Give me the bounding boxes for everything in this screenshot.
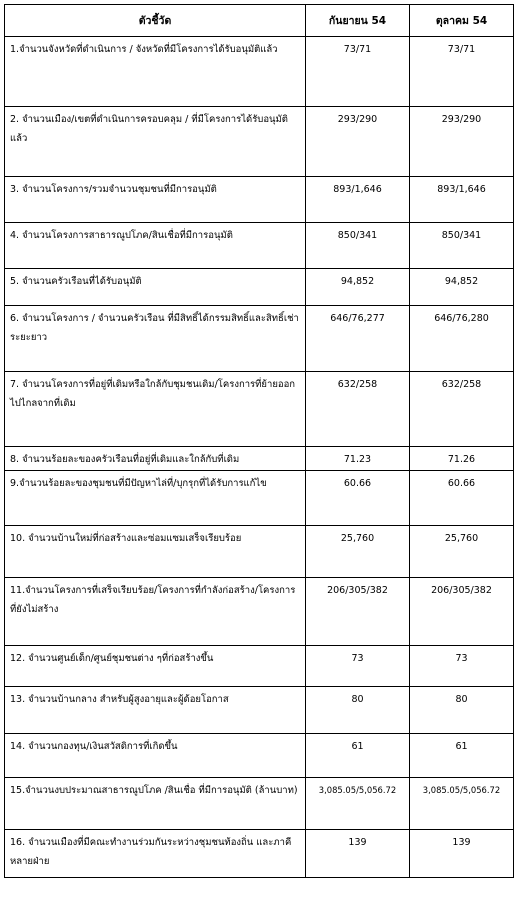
october-value: 646/76,280 (410, 306, 514, 372)
indicator-cell: 10. จำนวนบ้านใหม่ที่ก่อสร้างและซ่อมแซมเสร็จเรียบร้อย (5, 526, 306, 578)
header-september: กันยายน 54 (306, 5, 410, 37)
september-value: 61 (306, 734, 410, 778)
september-value: 94,852 (306, 269, 410, 306)
october-value: 206/305/382 (410, 578, 514, 646)
september-value: 25,760 (306, 526, 410, 578)
indicator-cell: 5. จำนวนครัวเรือนที่ได้รับอนุมัติ (5, 269, 306, 306)
header-october: ตุลาคม 54 (410, 5, 514, 37)
indicator-cell: 8. จำนวนร้อยละของครัวเรือนที่อยู่ที่เดิมและใกล้กับที่เดิม (5, 447, 306, 471)
october-value: 71.26 (410, 447, 514, 471)
october-value: 73 (410, 646, 514, 687)
october-value: 632/258 (410, 372, 514, 447)
table-row (5, 107, 514, 177)
table-row (5, 778, 514, 830)
october-value: 60.66 (410, 471, 514, 526)
october-value: 73/71 (410, 37, 514, 107)
october-value: 3,085.05/5,056.72 (410, 778, 514, 830)
indicator-cell: 15.จำนวนงบประมาณสาธารณูปโภค /สินเชื่อ ที่มีการอนุมัติ (ล้านบาท) (5, 778, 306, 830)
indicator-cell: 2. จำนวนเมือง/เขตที่ดำเนินการครอบคลุม / ที่มีโครงการได้รับอนุมัติแล้ว (5, 107, 306, 177)
october-value: 25,760 (410, 526, 514, 578)
table-header-row (5, 5, 514, 37)
indicator-cell: 1.จำนวนจังหวัดที่ดำเนินการ / จังหวัดที่มีโครงการได้รับอนุมัติแล้ว (5, 37, 306, 107)
table-row (5, 306, 514, 372)
october-value: 850/341 (410, 223, 514, 269)
october-value: 94,852 (410, 269, 514, 306)
october-value: 80 (410, 687, 514, 734)
table-row (5, 526, 514, 578)
table-row (5, 372, 514, 447)
indicator-table (4, 4, 514, 878)
table-row (5, 830, 514, 878)
indicator-cell: 12. จำนวนศูนย์เด็ก/ศูนย์ชุมชนต่าง ๆที่ก่อสร้างขึ้น (5, 646, 306, 687)
table-row (5, 646, 514, 687)
indicator-table-container (4, 4, 513, 878)
indicator-cell: 3. จำนวนโครงการ/รวมจำนวนชุมชนที่มีการอนุมัติ (5, 177, 306, 223)
table-row (5, 447, 514, 471)
header-indicator: ตัวชี้วัด (5, 5, 306, 37)
indicator-cell: 14. จำนวนกองทุน/เงินสวัสดิการที่เกิดขึ้น (5, 734, 306, 778)
table-row (5, 471, 514, 526)
indicator-cell: 13. จำนวนบ้านกลาง สำหรับผู้สูงอายุและผู้ด้อยโอกาส (5, 687, 306, 734)
september-value: 73/71 (306, 37, 410, 107)
october-value: 293/290 (410, 107, 514, 177)
indicator-cell: 11.จำนวนโครงการที่เสร็จเรียบร้อย/โครงการที่กำลังก่อสร้าง/โครงการที่ยังไม่สร้าง (5, 578, 306, 646)
indicator-cell: 6. จำนวนโครงการ / จำนวนครัวเรือน ที่มีสิทธิ์ได้กรรมสิทธิ์และสิทธิ์เช่าระยะยาว (5, 306, 306, 372)
indicator-cell: 7. จำนวนโครงการที่อยู่ที่เดิมหรือใกล้กับชุมชนเดิม/โครงการที่ย้ายออกไปไกลจากที่เดิม (5, 372, 306, 447)
october-value: 139 (410, 830, 514, 878)
table-row (5, 578, 514, 646)
september-value: 646/76,277 (306, 306, 410, 372)
indicator-cell: 16. จำนวนเมืองที่มีคณะทำงานร่วมกันระหว่างชุมชนท้องถิ่น และภาคีหลายฝ่าย (5, 830, 306, 878)
table-row (5, 223, 514, 269)
september-value: 206/305/382 (306, 578, 410, 646)
table-row (5, 734, 514, 778)
september-value: 139 (306, 830, 410, 878)
october-value: 61 (410, 734, 514, 778)
september-value: 893/1,646 (306, 177, 410, 223)
table-row (5, 269, 514, 306)
table-row (5, 687, 514, 734)
september-value: 71.23 (306, 447, 410, 471)
september-value: 80 (306, 687, 410, 734)
table-row (5, 177, 514, 223)
indicator-cell: 4. จำนวนโครงการสาธารณูปโภค/สินเชื่อที่มีการอนุมัติ (5, 223, 306, 269)
indicator-cell: 9.จำนวนร้อยละของชุมชนที่มีปัญหาไล่ที่/บุกรุกที่ได้รับการแก้ไข (5, 471, 306, 526)
september-value: 850/341 (306, 223, 410, 269)
september-value: 73 (306, 646, 410, 687)
september-value: 60.66 (306, 471, 410, 526)
table-row (5, 37, 514, 107)
september-value: 3,085.05/5,056.72 (306, 778, 410, 830)
october-value: 893/1,646 (410, 177, 514, 223)
september-value: 293/290 (306, 107, 410, 177)
september-value: 632/258 (306, 372, 410, 447)
